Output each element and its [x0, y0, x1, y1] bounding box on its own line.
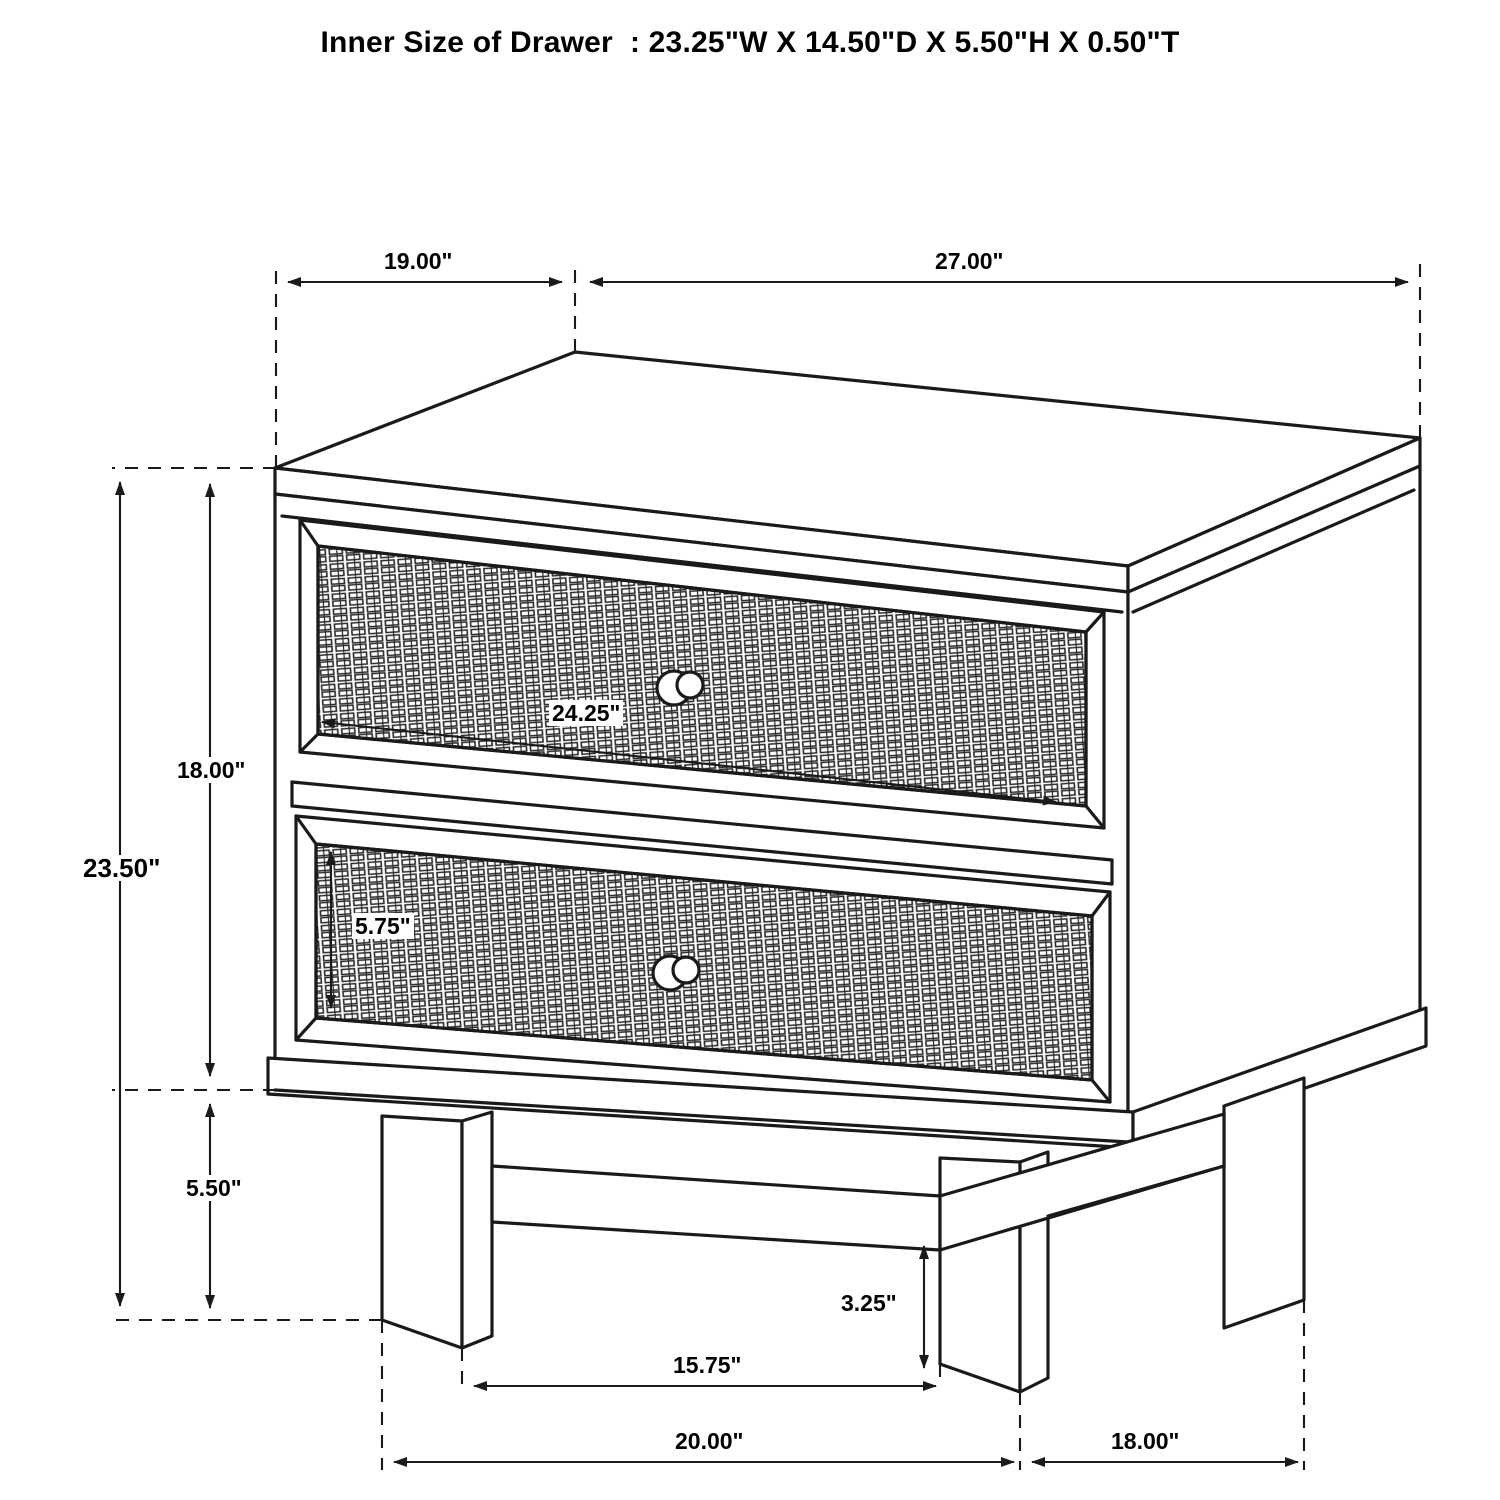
dimension-label-18-00-depth: 18.00": [1108, 1428, 1182, 1454]
dimension-label-18-00-height: 18.00": [174, 757, 248, 783]
dimension-label-24-25: 24.25": [549, 700, 623, 726]
dimension-label-3-25: 3.25": [838, 1290, 900, 1316]
dimension-label-27-00: 27.00": [932, 248, 1006, 274]
dimension-label-5-75: 5.75": [352, 913, 414, 939]
dimension-label-19-00: 19.00": [381, 248, 455, 274]
dimension-label-20-00: 20.00": [672, 1428, 746, 1454]
page-title: Inner Size of Drawer : 23.25"W X 14.50"D X 5.50"H X 0.50"T: [320, 26, 1180, 59]
dimension-label-15-75: 15.75": [670, 1352, 744, 1378]
dimension-label-23-50: 23.50": [80, 855, 163, 881]
dimension-label-5-50: 5.50": [183, 1175, 245, 1201]
